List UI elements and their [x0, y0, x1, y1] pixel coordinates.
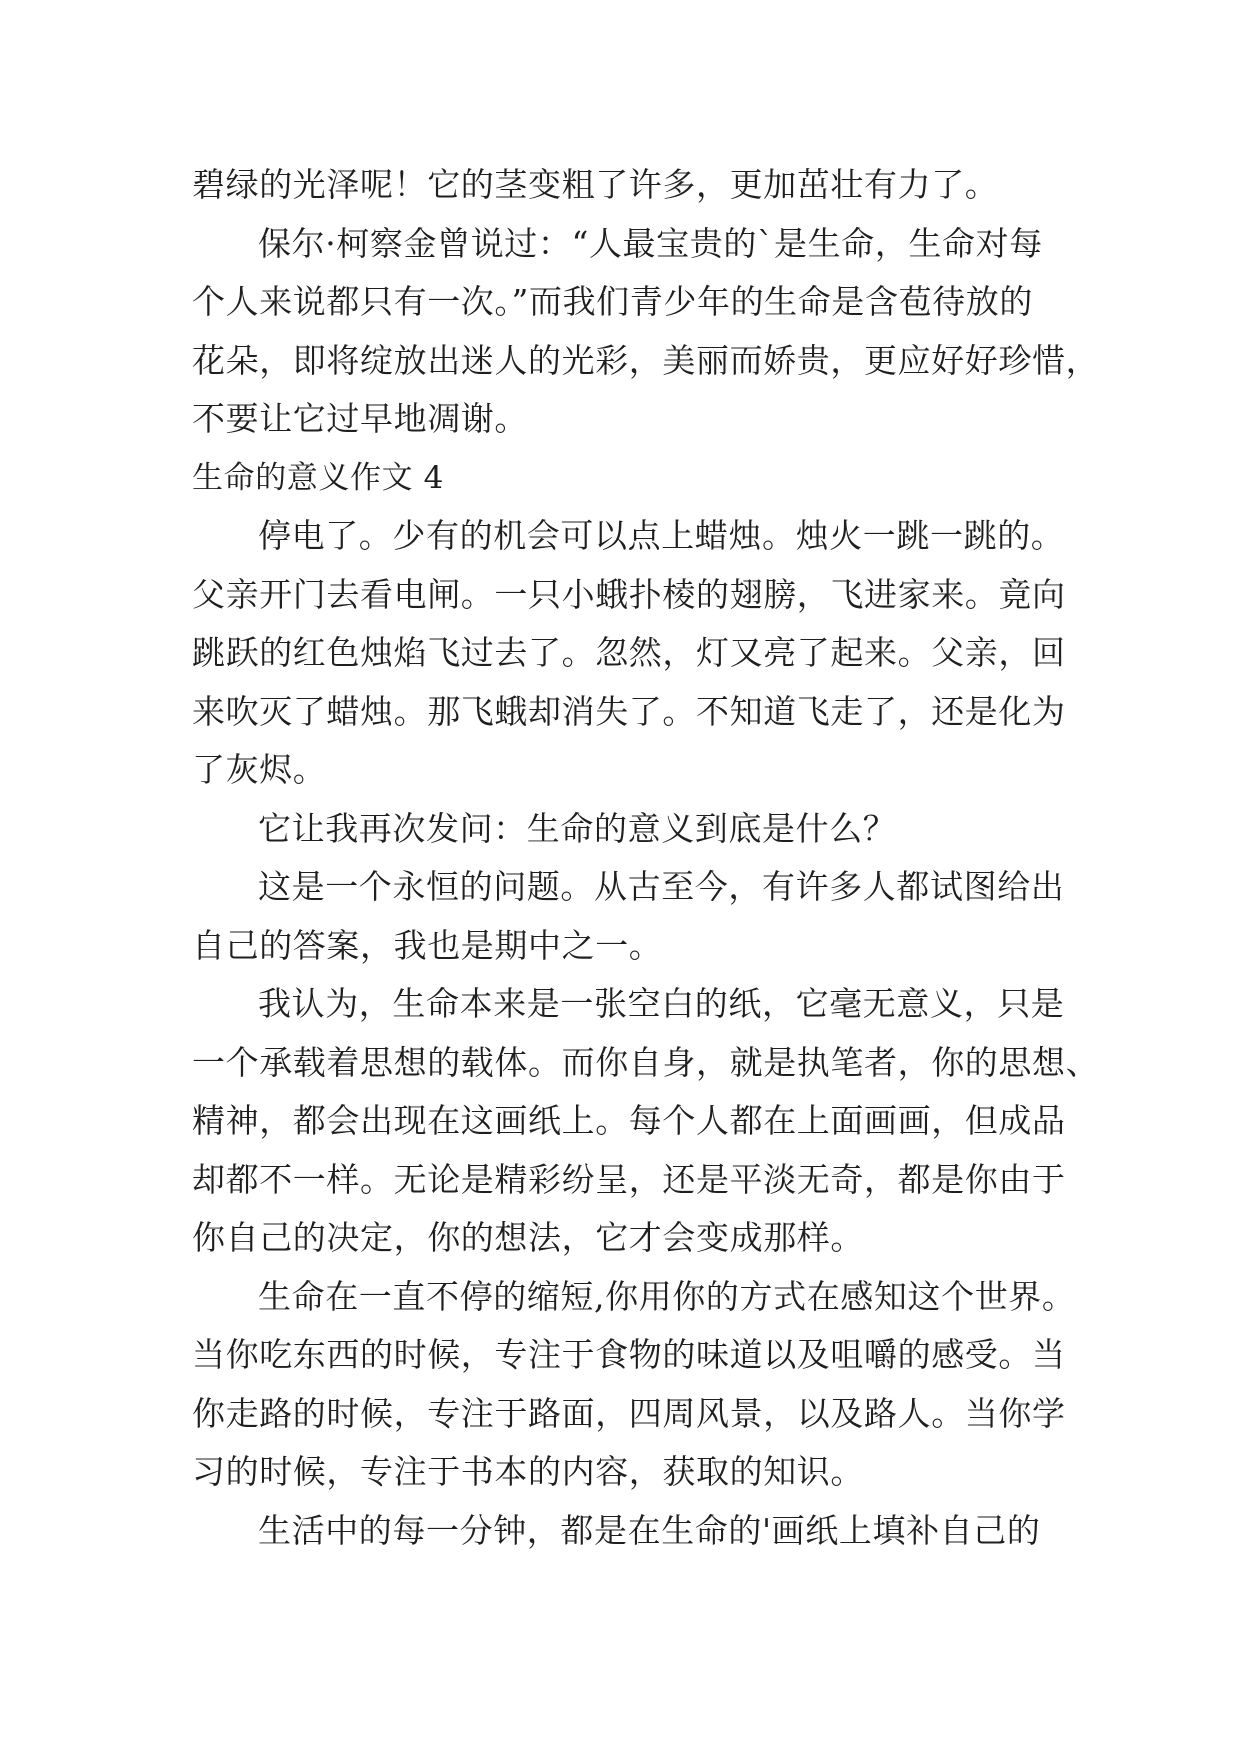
- paragraph-start-line: 它让我再次发问：生命的意义到底是什么？: [258, 808, 897, 848]
- section-heading: 生命的意义作文 4: [192, 459, 444, 496]
- paragraph-start-line: 生活中的每一分钟，都是在生命的'画纸上填补自己的: [258, 1510, 1041, 1550]
- text-line: 花朵，即将绽放出迷人的光彩，美丽而娇贵，更应好好珍惜，: [192, 340, 1100, 380]
- paragraph-start-line: 我认为，生命本来是一张空白的纸，它毫无意义，只是: [258, 984, 1065, 1023]
- text-line: 你自己的决定，你的想法，它才会变成那样。: [192, 1218, 864, 1257]
- text-line: 一个承载着思想的载体。而你自身，就是执笔者，你的思想、: [192, 1042, 1100, 1082]
- text-line: 不要让它过早地凋谢。: [192, 399, 528, 438]
- text-line: 来吹灭了蜡烛。那飞蛾却消失了。不知道飞走了，还是化为: [192, 691, 1066, 731]
- text-line: 却都不一样。无论是精彩纷呈，还是平淡无奇，都是你由于: [192, 1159, 1066, 1199]
- paragraph-start-line: 生命在一直不停的缩短,你用你的方式在感知这个世界。: [258, 1276, 1076, 1316]
- text-line: 父亲开门去看电闸。一只小蛾扑棱的翅膀，飞进家来。竟向: [192, 574, 1066, 614]
- text-line: 习的时候，专注于书本的内容，获取的知识。: [192, 1452, 864, 1491]
- paragraph-start-line: 停电了。少有的机会可以点上蜡烛。烛火一跳一跳的。: [258, 516, 1065, 555]
- text-line: 你走路的时候，专注于路面，四周风景，以及路人。当你学: [192, 1393, 1066, 1433]
- paragraph-start-line: 保尔·柯察金曾说过：“人最宝贵的`是生命，生命对每: [258, 223, 1043, 263]
- paragraph-start-line: 这是一个永恒的问题。从古至今，有许多人都试图给出: [258, 867, 1065, 906]
- text-line: 跳跃的红色烛焰飞过去了。忽然，灯又亮了起来。父亲，回: [192, 633, 1066, 672]
- text-line: 自己的答案，我也是期中之一。: [192, 925, 663, 965]
- text-line: 个人来说都只有一次。”而我们青少年的生命是含苞待放的: [192, 282, 1033, 321]
- text-line: 当你吃东西的时候，专注于食物的味道以及咀嚼的感受。当: [192, 1335, 1066, 1374]
- text-line: 精神，都会出现在这画纸上。每个人都在上面画画，但成品: [192, 1101, 1066, 1140]
- text-line: 了灰烬。: [192, 750, 327, 789]
- document-page: [192, 156, 1100, 1560]
- text-line: 碧绿的光泽呢！它的茎变粗了许多，更加茁壮有力了。: [192, 165, 999, 204]
